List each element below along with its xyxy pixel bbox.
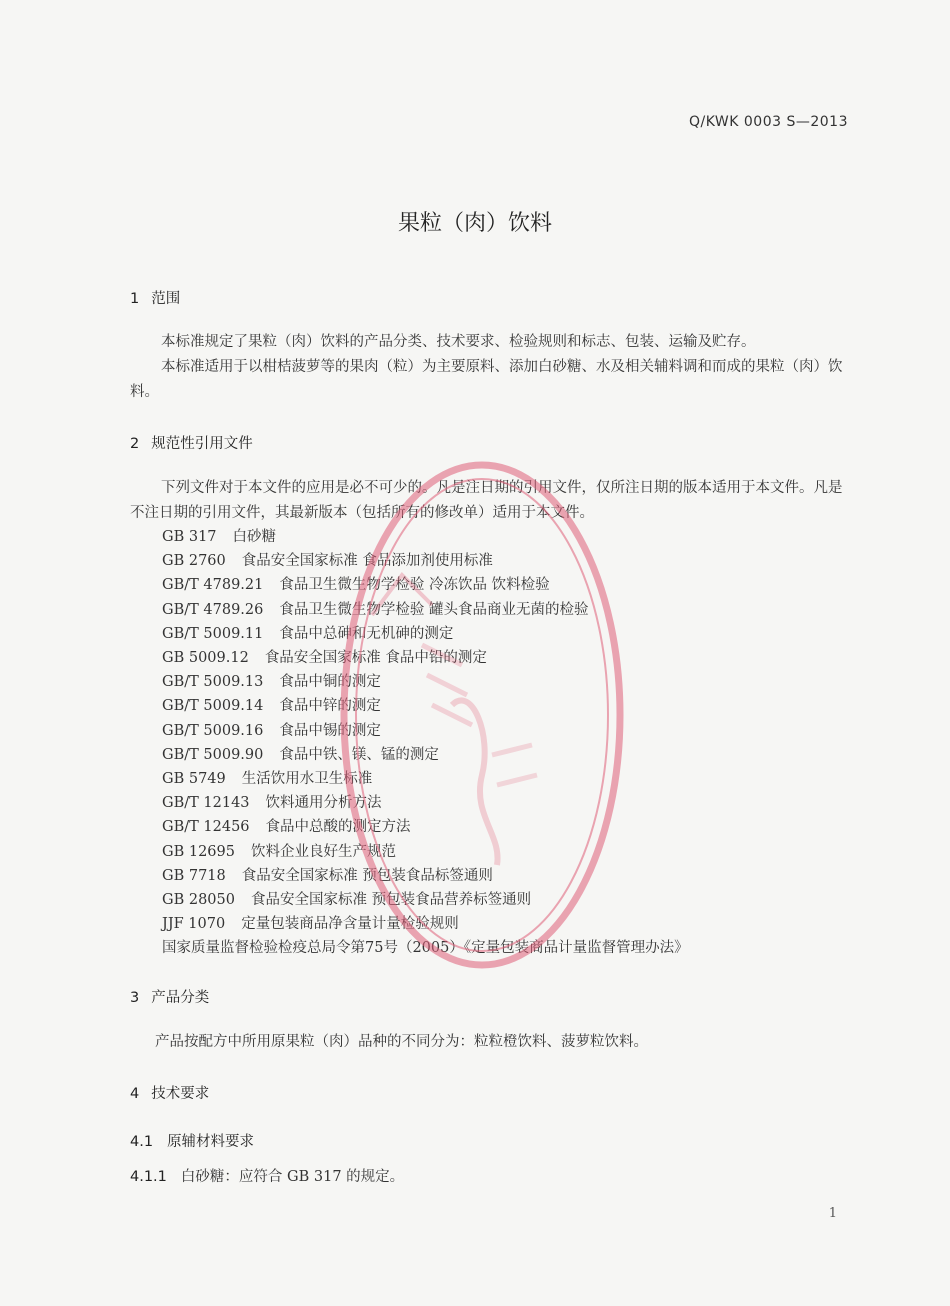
section-2-intro: 下列文件对于本文件的应用是必不可少的。凡是注日期的引用文件，仅所注日期的版本适用于本文件。凡是不注日期的引用文件，其最新版本（包括所有的修改单）适用于本文件。 bbox=[130, 480, 843, 521]
reference-code: GB 2760 bbox=[162, 553, 226, 570]
reference-code: GB/T 5009.90 bbox=[162, 746, 264, 763]
standard-id: Q/KWK 0003 S—2013 bbox=[689, 114, 848, 130]
reference-code: GB 5749 bbox=[162, 771, 226, 788]
reference-title: 饮料通用分析方法 bbox=[265, 795, 382, 812]
reference-item bbox=[162, 888, 689, 912]
section-3-heading bbox=[130, 986, 209, 1007]
section-title: 范围 bbox=[151, 291, 181, 307]
clause-4-1-1 bbox=[130, 1165, 404, 1186]
section-4-heading bbox=[130, 1082, 209, 1103]
clause-number: 4.1.1 bbox=[130, 1169, 167, 1185]
reference-item bbox=[162, 912, 689, 936]
section-number: 1 bbox=[130, 291, 140, 307]
section-number: 4 bbox=[130, 1086, 140, 1102]
reference-code: GB 5009.12 bbox=[162, 650, 249, 667]
reference-item bbox=[162, 598, 689, 622]
reference-title: 白砂糖 bbox=[232, 529, 277, 545]
reference-code: GB/T 5009.13 bbox=[162, 674, 264, 691]
reference-item bbox=[162, 670, 689, 694]
reference-code: GB/T 4789.26 bbox=[162, 601, 264, 618]
subsection-4-1-heading bbox=[130, 1130, 254, 1151]
reference-code: GB/T 12143 bbox=[162, 795, 250, 812]
reference-item bbox=[162, 743, 689, 767]
reference-title: 国家质量监督检验检疫总局令第75号（2005）《定量包装商品计量监督管理办法》 bbox=[162, 940, 689, 957]
section-number: 3 bbox=[130, 990, 140, 1006]
reference-item bbox=[162, 525, 689, 549]
reference-code: GB 12695 bbox=[162, 843, 235, 860]
reference-list bbox=[162, 525, 689, 961]
section-1-heading bbox=[130, 287, 180, 308]
reference-title: 食品安全国家标准 预包装食品营养标签通则 bbox=[250, 892, 532, 909]
reference-item bbox=[162, 694, 689, 718]
reference-title: 饮料企业良好生产规范 bbox=[250, 843, 396, 860]
reference-item bbox=[162, 646, 689, 670]
reference-item bbox=[162, 815, 689, 839]
section-2-heading bbox=[130, 432, 253, 453]
reference-item bbox=[162, 622, 689, 646]
section-3-para: 产品按配方中所用原果粒（肉）品种的不同分为：粒粒橙饮料、菠萝粒饮料。 bbox=[155, 1034, 648, 1050]
reference-item bbox=[162, 719, 689, 743]
reference-title: 食品中锡的测定 bbox=[279, 722, 381, 739]
reference-title: 食品中总酸的测定方法 bbox=[265, 819, 411, 836]
reference-item bbox=[162, 791, 689, 815]
subsection-number: 4.1 bbox=[130, 1134, 154, 1150]
subsection-title: 原辅材料要求 bbox=[167, 1134, 255, 1150]
reference-code: GB 28050 bbox=[162, 892, 235, 909]
section-1-para-2: 本标准适用于以柑桔菠萝等的果肉（粒）为主要原料、添加白砂糖、水及相关辅料调和而成的果粒（肉）饮料。 bbox=[130, 359, 843, 400]
reference-code: GB/T 5009.14 bbox=[162, 698, 264, 715]
reference-title: 定量包装商品净含量计量检验规则 bbox=[241, 916, 459, 933]
reference-code: JJF 1070 bbox=[162, 916, 226, 933]
reference-code: GB 317 bbox=[162, 529, 217, 545]
reference-code: GB 7718 bbox=[162, 867, 226, 884]
section-title: 规范性引用文件 bbox=[151, 436, 253, 452]
page-number: 1 bbox=[828, 1206, 837, 1221]
section-title: 产品分类 bbox=[151, 990, 210, 1006]
reference-title: 食品安全国家标准 食品添加剂使用标准 bbox=[241, 553, 493, 570]
reference-title: 食品中总砷和无机砷的测定 bbox=[279, 625, 454, 642]
reference-item bbox=[162, 767, 689, 791]
clause-text: 白砂糖：应符合 GB 317 的规定。 bbox=[180, 1169, 405, 1185]
reference-item bbox=[162, 840, 689, 864]
reference-code: GB/T 12456 bbox=[162, 819, 250, 836]
reference-title: 食品中铜的测定 bbox=[279, 674, 381, 691]
reference-title: 食品安全国家标准 食品中铅的测定 bbox=[264, 650, 487, 667]
reference-item bbox=[162, 936, 689, 960]
reference-code: GB/T 4789.21 bbox=[162, 577, 264, 594]
reference-item bbox=[162, 573, 689, 597]
reference-item bbox=[162, 549, 689, 573]
reference-title: 食品中锌的测定 bbox=[279, 698, 381, 715]
section-number: 2 bbox=[130, 436, 140, 452]
reference-title: 食品中铁、镁、锰的测定 bbox=[279, 746, 439, 763]
reference-title: 食品卫生微生物学检验 罐头食品商业无菌的检验 bbox=[279, 601, 589, 618]
reference-title: 生活饮用水卫生标准 bbox=[241, 771, 373, 788]
section-title: 技术要求 bbox=[151, 1086, 210, 1102]
reference-title: 食品安全国家标准 预包装食品标签通则 bbox=[241, 867, 493, 884]
reference-code: GB/T 5009.16 bbox=[162, 722, 264, 739]
document-title: 果粒（肉）饮料 bbox=[397, 211, 552, 236]
reference-item bbox=[162, 864, 689, 888]
reference-code: GB/T 5009.11 bbox=[162, 625, 264, 642]
reference-title: 食品卫生微生物学检验 冷冻饮品 饮料检验 bbox=[279, 577, 550, 594]
section-1-para-1: 本标准规定了果粒（肉）饮料的产品分类、技术要求、检验规则和标志、包装、运输及贮存。 bbox=[161, 334, 756, 350]
